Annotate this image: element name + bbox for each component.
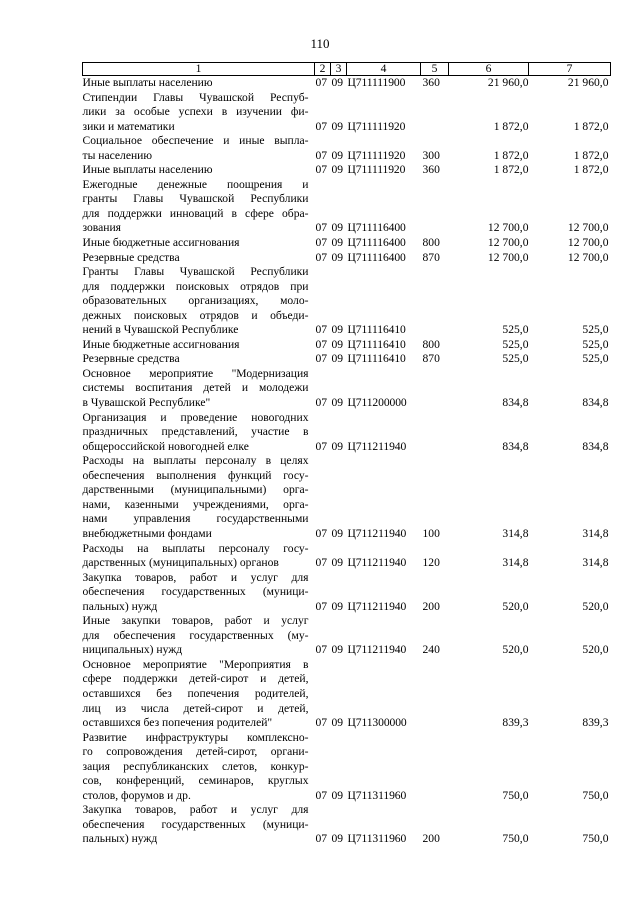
table-row: [83, 236, 611, 251]
amount-col-7: 834,8: [582, 396, 609, 410]
row-name-line: праздничных представлений, участие в: [82, 425, 309, 439]
amount-col-7: 750,0: [582, 788, 609, 802]
row-name-line: внебюджетными фондами: [82, 526, 212, 540]
row-name: [83, 352, 315, 367]
table-header-row: [83, 63, 611, 76]
row-name: [83, 803, 315, 847]
row-name-line: Закупка товаров, работ и услуг для: [82, 803, 309, 817]
amount-col-6: 1 872,0: [493, 163, 529, 177]
amount-col-7: 839,3: [582, 716, 609, 730]
subsection-code: 09: [331, 439, 344, 453]
section-code: 07: [315, 337, 328, 351]
subsection-code: 09: [331, 163, 344, 177]
row-name-line: Резервные средства: [82, 352, 180, 366]
amount-col-6: 1 872,0: [493, 119, 529, 133]
section-code: 07: [315, 832, 328, 846]
row-name-line: дарственных (муниципальных) органов: [82, 556, 279, 570]
amount-col-7: 12 700,0: [567, 250, 609, 264]
row-name-line: нений в Чувашской Республике: [82, 323, 239, 337]
amount-col-7: 314,8: [582, 526, 609, 540]
row-name-line: Социальное обеспечение и иные выпла-: [82, 134, 309, 148]
amount-col-6: 12 700,0: [487, 250, 529, 264]
expense-type-code: 100: [422, 526, 440, 540]
row-name-line: обеспечения государственных (муници-: [82, 585, 309, 599]
subsection-code: 09: [331, 352, 344, 366]
table-row: [83, 134, 611, 163]
column-header: 1: [83, 63, 315, 76]
expense-type-code: 240: [422, 643, 440, 657]
amount-col-7: 1 872,0: [573, 119, 609, 133]
section-code: 07: [315, 788, 328, 802]
amount-col-6: 314,8: [502, 556, 529, 570]
target-article-code: Ц711116400: [347, 236, 406, 250]
section-code: 07: [315, 76, 328, 89]
row-name: [83, 614, 315, 658]
subsection-code: 09: [331, 250, 344, 264]
amount-col-7: 520,0: [582, 599, 609, 613]
row-name-line: зация республиканских слетов, конкур-: [82, 759, 309, 773]
row-name-line: нами, казенными учреждениями, орга-: [82, 497, 309, 511]
expense-type-code: 800: [422, 337, 440, 351]
row-name: [83, 251, 315, 266]
row-name-line: ниципальных) нужд: [82, 643, 183, 657]
row-name-line: Организация и проведение новогодних: [82, 410, 309, 424]
row-name-line: Основное мероприятие "Мероприятия в: [82, 657, 309, 671]
budget-table: [82, 62, 611, 847]
amount-col-6: 839,3: [502, 716, 529, 730]
row-name: [83, 338, 315, 353]
expense-type-code: [421, 265, 449, 338]
amount-col-6: 1 872,0: [493, 148, 529, 162]
amount-col-6: 12 700,0: [487, 221, 529, 235]
subsection-code: 09: [331, 832, 344, 846]
subsection-code: 09: [331, 221, 344, 235]
column-header: 7: [529, 63, 611, 76]
table-row: [83, 178, 611, 236]
amount-col-7: 314,8: [582, 556, 609, 570]
row-name-line: общероссийской новогодней елке: [82, 439, 249, 453]
row-name-line: Расходы на выплаты персоналу госу-: [82, 541, 309, 555]
amount-col-6: 525,0: [502, 323, 529, 337]
column-header: 6: [449, 63, 529, 76]
table-row: [83, 367, 611, 411]
row-name-line: оставшихся без попечения родителей": [82, 716, 273, 730]
expense-type-code: 200: [422, 832, 440, 846]
target-article-code: Ц711311960: [347, 788, 407, 802]
row-name-line: го сопровождения детей-сирот, органи-: [82, 745, 309, 759]
row-name-line: Иные бюджетные ассигнования: [82, 236, 240, 250]
amount-col-7: 12 700,0: [567, 221, 609, 235]
subsection-code: 09: [331, 526, 344, 540]
row-name-line: оставшихся без попечения родителей,: [82, 686, 309, 700]
row-name-line: сов, конференций, семинаров, круглых: [82, 774, 309, 788]
row-name-line: пальных) нужд: [82, 832, 158, 846]
amount-col-7: 21 960,0: [567, 76, 609, 89]
row-name: [83, 731, 315, 804]
amount-col-6: 520,0: [502, 643, 529, 657]
subsection-code: 09: [331, 76, 344, 89]
section-code: 07: [315, 396, 328, 410]
subsection-code: 09: [331, 556, 344, 570]
subsection-code: 09: [331, 788, 344, 802]
section-code: 07: [315, 148, 328, 162]
row-name-line: дарственными (муниципальными) орга-: [82, 483, 309, 497]
column-header: 5: [421, 63, 449, 76]
expense-type-code: [421, 91, 449, 135]
row-name-line: зики и математики: [82, 119, 175, 133]
amount-col-6: 314,8: [502, 526, 529, 540]
row-name-line: Иные бюджетные ассигнования: [82, 337, 240, 351]
target-article-code: Ц711116400: [347, 250, 406, 264]
row-name-line: дежных поисковых отрядов и объеди-: [82, 308, 309, 322]
section-code: 07: [315, 439, 328, 453]
amount-col-7: 750,0: [582, 832, 609, 846]
row-name: [83, 571, 315, 615]
expense-type-code: 120: [422, 556, 440, 570]
table-row: [83, 803, 611, 847]
row-name-line: гранты Главы Чувашской Республики: [82, 192, 309, 206]
section-code: 07: [315, 323, 328, 337]
row-name-line: обеспечения выполнения функций госу-: [82, 468, 309, 482]
expense-type-code: 800: [422, 236, 440, 250]
target-article-code: Ц711111900: [347, 76, 406, 89]
table-row: [83, 91, 611, 135]
amount-col-6: 750,0: [502, 788, 529, 802]
row-name-line: Иные закупки товаров, работ и услуг: [82, 614, 309, 628]
row-name-line: Иные выплаты населению: [82, 76, 213, 89]
row-name: [83, 454, 315, 541]
amount-col-7: 525,0: [582, 337, 609, 351]
subsection-code: 09: [331, 599, 344, 613]
amount-col-6: 12 700,0: [487, 236, 529, 250]
section-code: 07: [315, 716, 328, 730]
expense-type-code: 300: [422, 148, 440, 162]
row-name: [83, 76, 315, 91]
target-article-code: Ц711211940: [347, 643, 407, 657]
section-code: 07: [315, 163, 328, 177]
table-row: [83, 454, 611, 541]
target-article-code: Ц711116410: [347, 352, 406, 366]
amount-col-7: 525,0: [582, 323, 609, 337]
table-row: [83, 251, 611, 266]
target-article-code: Ц711211940: [347, 526, 407, 540]
section-code: 07: [315, 526, 328, 540]
expense-type-code: [421, 411, 449, 455]
target-article-code: Ц711211940: [347, 556, 407, 570]
page-number: 110: [310, 36, 330, 51]
row-name-line: Закупка товаров, работ и услуг для: [82, 570, 309, 584]
row-name-line: Развитие инфраструктуры комплексно-: [82, 730, 309, 744]
expense-type-code: 360: [422, 76, 440, 89]
target-article-code: Ц711111920: [347, 163, 406, 177]
row-name-line: Иные выплаты населению: [82, 163, 213, 177]
target-article-code: Ц711116410: [347, 337, 406, 351]
section-code: 07: [315, 599, 328, 613]
amount-col-6: 21 960,0: [487, 76, 529, 89]
section-code: 07: [315, 250, 328, 264]
section-code: 07: [315, 643, 328, 657]
table-row: [83, 338, 611, 353]
row-name: [83, 265, 315, 338]
subsection-code: 09: [331, 148, 344, 162]
table-row: [83, 658, 611, 731]
row-name-line: в Чувашской Республике": [82, 396, 211, 410]
row-name-line: образовательных организациях, моло-: [82, 294, 309, 308]
row-name-line: для поддержки поисковых отрядов при: [82, 279, 309, 293]
section-code: 07: [315, 352, 328, 366]
table-row: [83, 731, 611, 804]
column-header: 2: [315, 63, 331, 76]
row-name-line: сфере поддержки детей-сирот и детей,: [82, 672, 309, 686]
row-name: [83, 91, 315, 135]
target-article-code: Ц711116410: [347, 323, 406, 337]
amount-col-6: 520,0: [502, 599, 529, 613]
row-name: [83, 236, 315, 251]
row-name: [83, 542, 315, 571]
table-row: [83, 571, 611, 615]
row-name-line: столов, форумов и др.: [82, 788, 191, 802]
amount-col-6: 750,0: [502, 832, 529, 846]
expense-type-code: 360: [422, 163, 440, 177]
target-article-code: Ц711211940: [347, 599, 407, 613]
expense-type-code: [421, 731, 449, 804]
subsection-code: 09: [331, 396, 344, 410]
target-article-code: Ц711300000: [347, 716, 407, 730]
table-row: [83, 411, 611, 455]
table-row: [83, 614, 611, 658]
expense-type-code: [421, 178, 449, 236]
row-name: [83, 411, 315, 455]
section-code: 07: [315, 556, 328, 570]
row-name: [83, 134, 315, 163]
row-name-line: для обеспечения государственных (му-: [82, 628, 309, 642]
table-body: [83, 76, 611, 847]
target-article-code: Ц711116400: [347, 221, 406, 235]
row-name-line: пальных) нужд: [82, 599, 158, 613]
expense-type-code: 870: [422, 250, 440, 264]
row-name-line: зования: [82, 221, 122, 235]
section-code: 07: [315, 221, 328, 235]
subsection-code: 09: [331, 236, 344, 250]
expense-type-code: [421, 367, 449, 411]
row-name-line: ты населению: [82, 148, 153, 162]
subsection-code: 09: [331, 119, 344, 133]
expense-type-code: [421, 658, 449, 731]
column-header: 3: [331, 63, 347, 76]
amount-col-7: 525,0: [582, 352, 609, 366]
amount-col-6: 525,0: [502, 352, 529, 366]
target-article-code: Ц711111920: [347, 119, 406, 133]
amount-col-7: 1 872,0: [573, 148, 609, 162]
subsection-code: 09: [331, 323, 344, 337]
row-name-line: для поддержки инноваций в сфере обра-: [82, 206, 309, 220]
subsection-code: 09: [331, 337, 344, 351]
row-name-line: Резервные средства: [82, 250, 180, 264]
row-name: [83, 658, 315, 731]
amount-col-7: 834,8: [582, 439, 609, 453]
row-name-line: нами управления государственными: [82, 512, 309, 526]
table-row: [83, 163, 611, 178]
row-name: [83, 163, 315, 178]
target-article-code: Ц711111920: [347, 148, 406, 162]
amount-col-7: 12 700,0: [567, 236, 609, 250]
amount-col-7: 520,0: [582, 643, 609, 657]
row-name-line: Ежегодные денежные поощрения и: [82, 177, 309, 191]
amount-col-7: 1 872,0: [573, 163, 609, 177]
target-article-code: Ц711311960: [347, 832, 407, 846]
target-article-code: Ц711211940: [347, 439, 407, 453]
row-name-line: системы воспитания детей и молодежи: [82, 381, 309, 395]
row-name: [83, 367, 315, 411]
row-name-line: Стипендии Главы Чувашской Респуб-: [82, 90, 309, 104]
section-code: 07: [315, 236, 328, 250]
row-name-line: Расходы на выплаты персоналу в целях: [82, 454, 309, 468]
subsection-code: 09: [331, 716, 344, 730]
column-header: 4: [347, 63, 421, 76]
amount-col-6: 525,0: [502, 337, 529, 351]
amount-col-6: 834,8: [502, 439, 529, 453]
table-row: [83, 542, 611, 571]
row-name-line: Основное мероприятие "Модернизация: [82, 366, 309, 380]
row-name-line: Гранты Главы Чувашской Республики: [82, 265, 309, 279]
subsection-code: 09: [331, 643, 344, 657]
section-code: 07: [315, 119, 328, 133]
row-name-line: обеспечения государственных (муници-: [82, 817, 309, 831]
table-row: [83, 76, 611, 91]
table-row: [83, 265, 611, 338]
expense-type-code: 870: [422, 352, 440, 366]
target-article-code: Ц711200000: [347, 396, 407, 410]
amount-col-6: 834,8: [502, 396, 529, 410]
row-name: [83, 178, 315, 236]
row-name-line: лики за особые успехи в изучении фи-: [82, 105, 309, 119]
expense-type-code: 200: [422, 599, 440, 613]
table-row: [83, 352, 611, 367]
row-name-line: лиц из числа детей-сирот и детей,: [82, 701, 309, 715]
